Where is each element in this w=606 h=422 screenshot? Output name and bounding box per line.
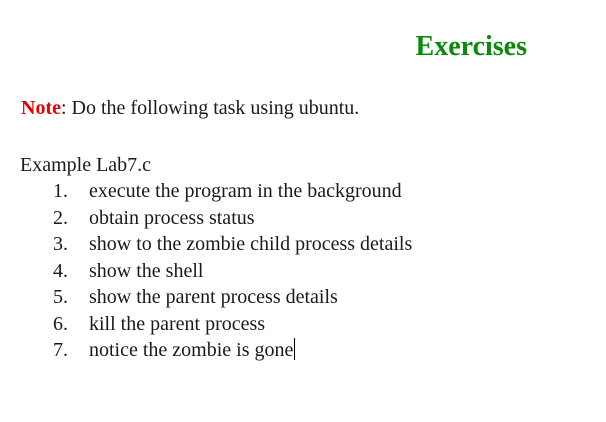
task-text: kill the parent process bbox=[89, 312, 266, 335]
page-title: Exercises bbox=[415, 31, 527, 62]
task-text: show the parent process details bbox=[89, 286, 338, 308]
example-heading: Example Lab7.c bbox=[20, 154, 152, 176]
task-number: 5. bbox=[53, 286, 68, 308]
task-number: 3. bbox=[53, 233, 68, 255]
task-text: show to the zombie child process details bbox=[89, 233, 413, 255]
task-text: obtain process status bbox=[89, 206, 255, 229]
task-number: 1. bbox=[53, 180, 68, 202]
text-cursor bbox=[294, 338, 295, 360]
note-paragraph bbox=[21, 96, 359, 120]
task-number: 6. bbox=[53, 312, 68, 335]
task-number: 4. bbox=[53, 259, 68, 282]
task-text-editable[interactable] bbox=[89, 337, 295, 363]
note-text: : Do the following task using ubuntu. bbox=[60, 97, 360, 119]
note-label: Note bbox=[21, 97, 61, 119]
task-number: 7. bbox=[53, 339, 68, 361]
task-text: show the shell bbox=[89, 259, 204, 282]
task-text-value: notice the zombie is gone bbox=[89, 339, 294, 361]
task-number: 2. bbox=[53, 206, 68, 229]
task-text: execute the program in the background bbox=[89, 180, 402, 202]
